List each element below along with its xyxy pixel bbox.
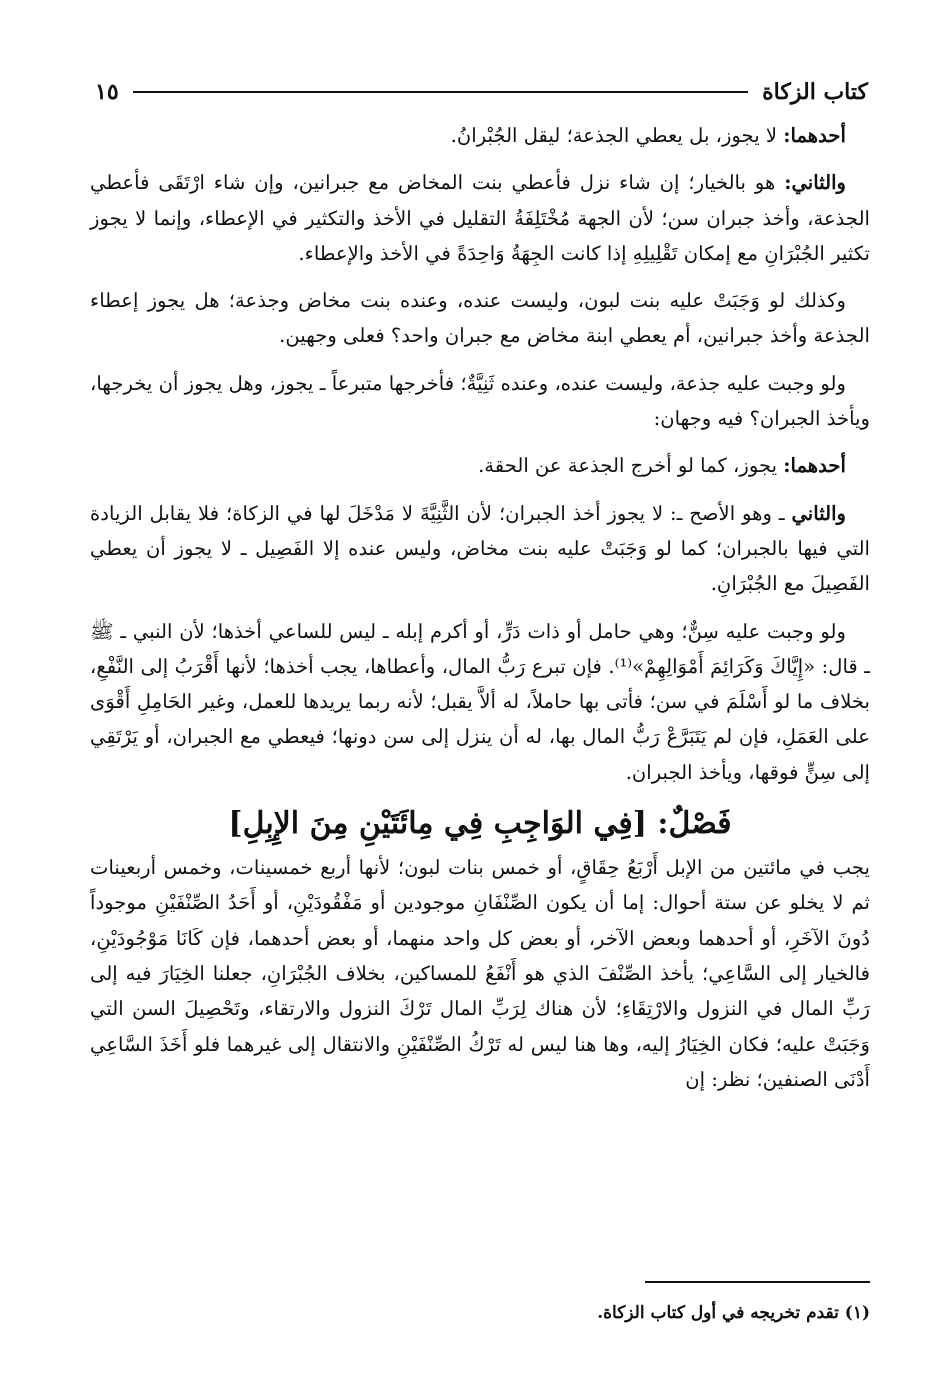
header-rule — [133, 91, 749, 93]
paragraph: والثاني: هو بالخيار؛ إن شاء نزل فأعطي بنت المخاض مع جبرانين، وإن شاء ارْتَقَى فأعطي الجذعة، وأخذ جبران سن؛ لأن الجهة مُخْتَلِفَةُ التقليل في الأخذ والتكثير في الإعطاء، وإنما لا يجوز تكثير الجُبْرَانِ مع إمكان تَقْلِيلِهِ إذا كانت الجِهَةُ وَاحِدَةً في الأخذ والإعطاء. — [90, 171, 870, 265]
chapter-title: كتاب الزكاة — [762, 79, 868, 105]
paragraph: وكذلك لو وَجَبَتْ عليه بنت لبون، وليست عنده، وعنده بنت مخاض وجذعة؛ هل يجوز إعطاء الجذعة وأخذ جبرانين، أم يعطي ابنة مخاض مع جبران واحد؟ فعلى وجهين. — [90, 289, 870, 348]
running-header — [95, 72, 868, 112]
paragraph: أحدهما: يجوز، كما لو أخرج الجذعة عن الحقة. — [478, 454, 846, 478]
section-heading: فَصْلٌ: [فِي الوَاجِبِ فِي مِائَتَيْنِ مِنَ الإِبِلِ] — [228, 806, 732, 842]
paragraph: والثاني ـ وهو الأصح ـ: لا يجوز أخذ الجبران؛ لأن الثَّنِيَّةَ لا مَدْخَلَ لها في الزكاة؛ فلا يقابل الزيادة التي فيها بالجبران؛ كما لو وَجَبَتْ عليه بنت مخاض، وليس عنده إلا الفَصِيل ـ لا يجوز أن يعطي الفَصِيلَ مع الجُبْرَانِ. — [90, 501, 870, 596]
paragraph: يجب في مائتين من الإبل أَرْبَعُ حِقَاقٍ، أو خمس بنات لبون؛ لأنها أربع خمسينات، وخمس أربعينات ثم لا يخلو عن ستة أحوال: إما أن يكون الصِّنْفَانِ موجودين أو مَفْقُودَيْنِ، أو أَحَدُ الصِّنْفَيْنِ موجوداً دُونَ الآخَرِ، أو أحدهما وبعض الآخر، أو بعض كل واحد منهما، أو بعض أحدهما، فإن كَانَا مَوْجُودَيْنِ، فالخيار إلى السَّاعِي؛ يأخذ الصِّنْفَ الذي هو أَنْفَعُ للمساكين، بخلاف الجُبْرَانِ، جعلنا الخِيَارَ فيه إلى رَبِّ المال في النزول والارْتِقَاءِ؛ لأن هناك لِرَبِّ المال تَرْكَ النزول والارتقاء، وتَحْصِيلَ السن التي وَجَبَتْ عليه؛ فكان الخِيَارُ إليه، وها هنا ليس له تَرْكُ الصِّنْفَيْنِ والانتقال إلى غيرهما فلو أَخَذَ السَّاعِي أَدْنَى الصنفين؛ نظر: إن — [90, 856, 870, 1091]
footnote: (١) تقدم تخريجه في أول كتاب الزكاة. — [597, 1303, 870, 1323]
main-text — [90, 118, 870, 1109]
paragraph: أحدهما: لا يجوز، بل يعطي الجذعة؛ ليقل الجُبْرانُ. — [450, 124, 846, 147]
paragraph: ولو وجبت عليه سِنٌّ؛ وهي حامل أو ذات دَرٍّ، أو أكرم إبله ـ ليس للساعي أخذها؛ لأن النبي ـ ﷺ ـ قال: «إِيَّاكَ وَكَرَائِمَ أَمْوَالِهِمْ»⁽¹⁾. فإن تبرع رَبُّ المال، وأعطاها، يجب أخذها؛ لأنها أَقْرَبُ إلى النَّفْعِ، بخلاف ما لو أَسْلَمَ في سن؛ فأتى بها حاملاً، له ألاَّ يقبل؛ لأنه ربما يريدها للعمل، وغير الحَامِلِ أَقْوَى على العَمَلِ، فإن لم يَتَبَرَّعْ رَبُّ المال بها، له أن ينزل إلى سن دونها؛ فيعطي مع الجبران، أو يَرْتَقِي إلى سِنٍّ فوقها، ويأخذ الجبران. — [90, 619, 870, 784]
page-number: ١٥ — [95, 79, 119, 105]
footnote-rule — [645, 1281, 870, 1283]
paragraph: ولو وجبت عليه جذعة، وليست عنده، وعنده ثَنِيَّةٌ؛ فأخرجها متبرعاً ـ يجوز، وهل يجوز أن يخرجها، ويأخذ الجبران؟ فيه وجهان: — [90, 371, 870, 431]
